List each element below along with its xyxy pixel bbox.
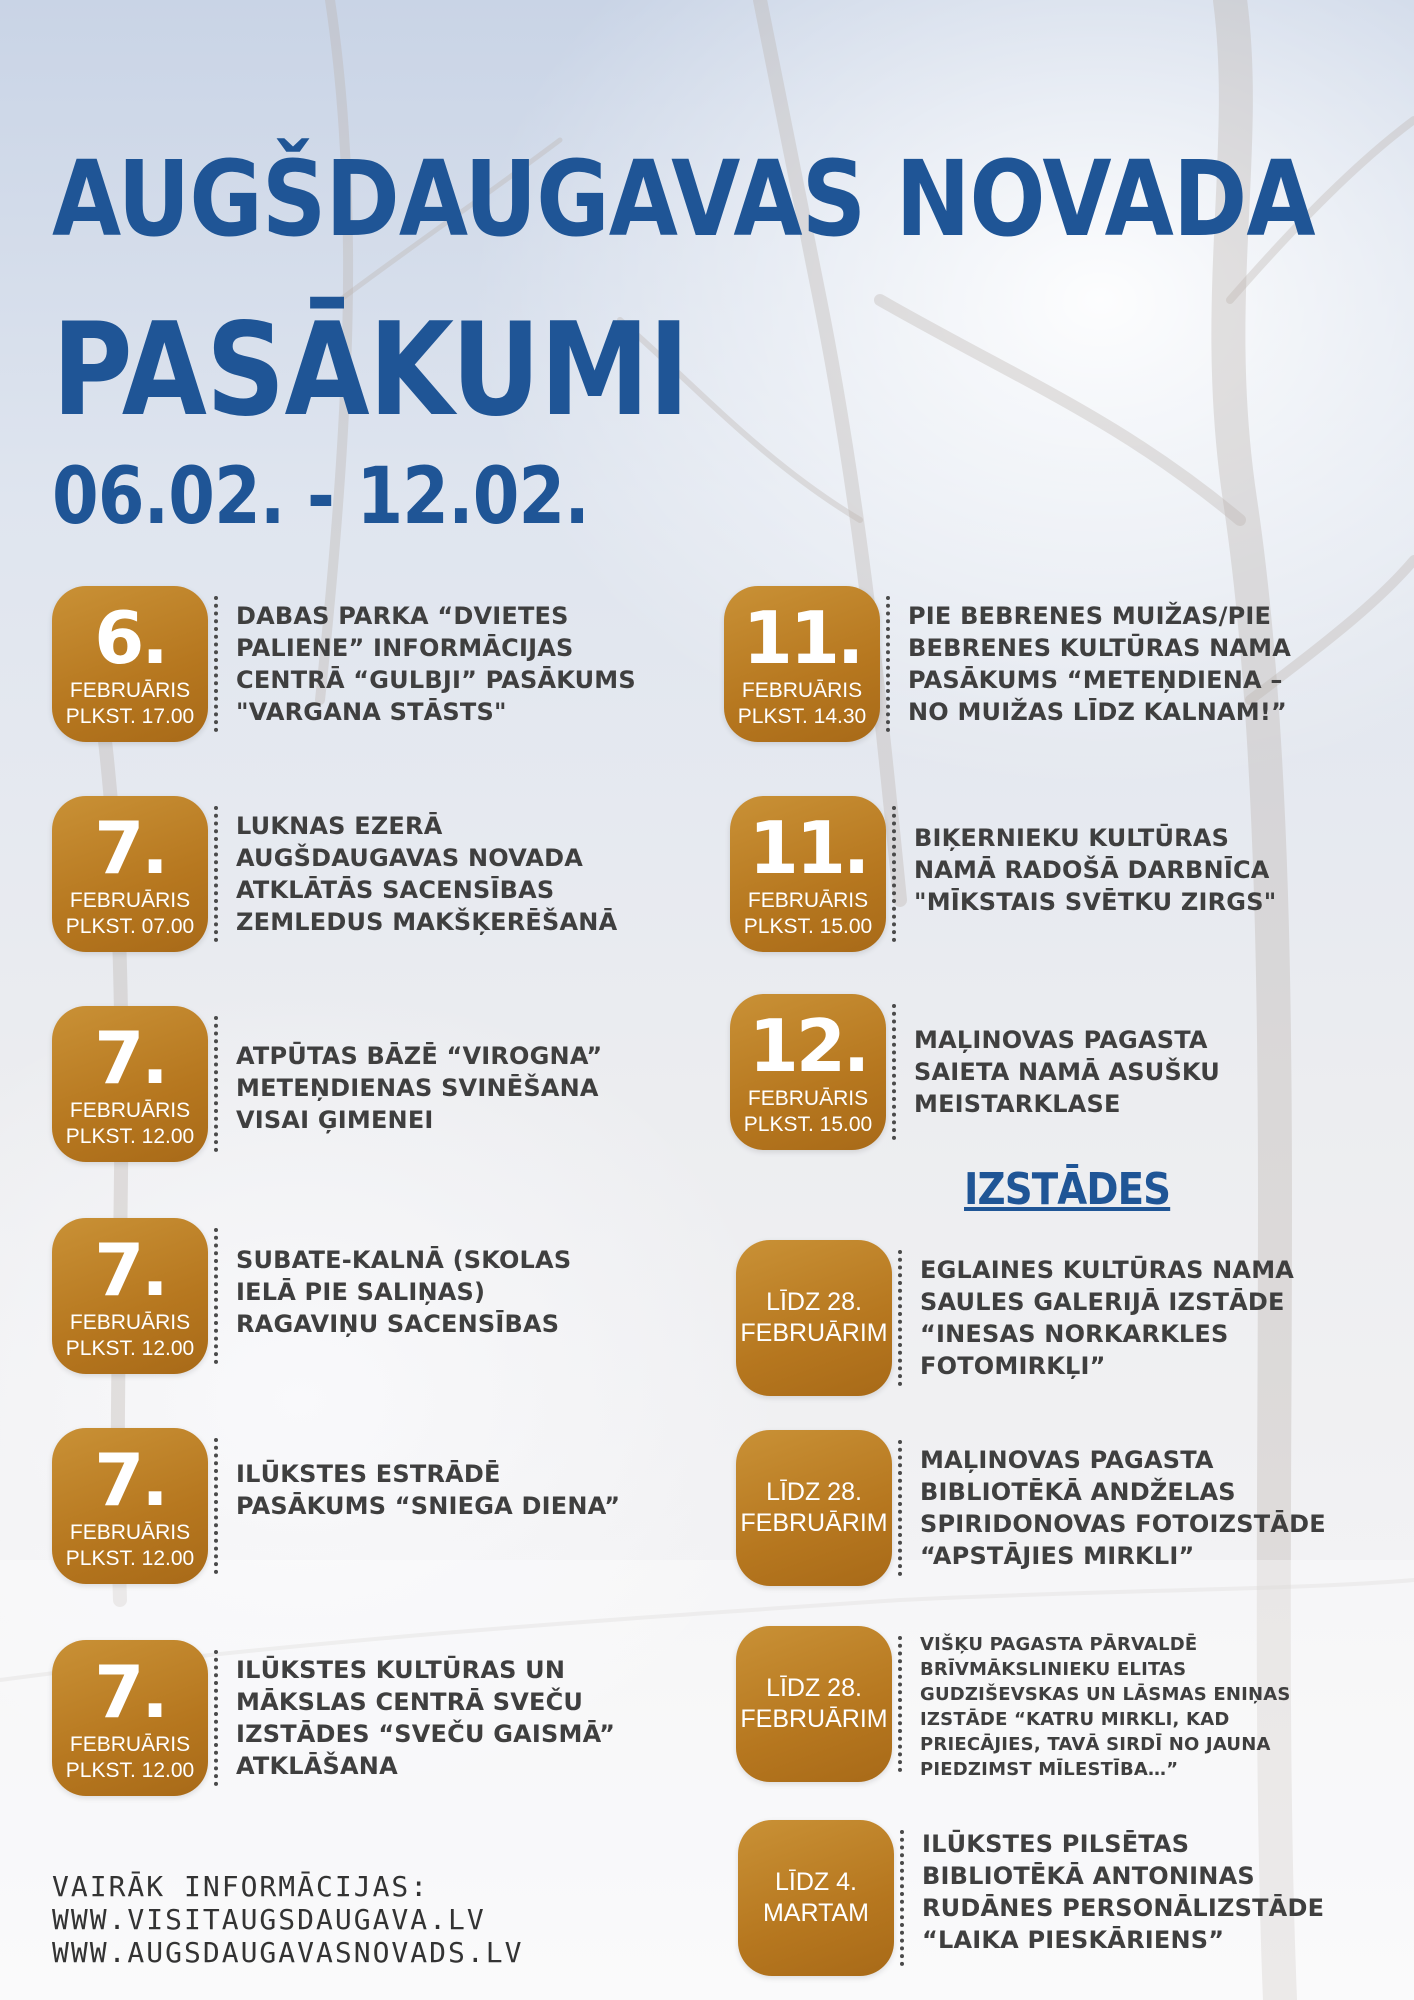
event-time: PLKST. 07.00	[65, 915, 195, 938]
date-badge	[52, 1218, 208, 1374]
exhibition-description: MAĻINOVAS PAGASTA BIBLIOTĒKĀ ANDŽELAS SPIRIDONOVAS FOTOIZSTĀDE “APSTĀJIES MIRKLI”	[920, 1446, 1326, 1570]
event-item	[52, 1218, 636, 1374]
event-item	[52, 1006, 636, 1162]
exhibition-month: FEBRUĀRIM	[740, 1509, 888, 1537]
event-description: SUBATE-KALNĀ (SKOLAS IELĀ PIE SALIŅAS) RAGAVIŅU SACENSĪBAS	[236, 1246, 572, 1338]
date-badge	[52, 586, 208, 742]
event-description: LUKNAS EZERĀ AUGŠDAUGAVAS NOVADA ATKLĀTĀS SACENSĪBAS ZEMLEDUS MAKŠĶERĒŠANĀ	[236, 812, 618, 936]
event-day: 7.	[94, 1650, 166, 1734]
event-item	[730, 796, 1314, 952]
footer-label: VAIRĀK INFORMĀCIJAS:	[52, 1870, 430, 1903]
event-time: PLKST. 14.30	[737, 705, 867, 728]
event-month: FEBRUĀRIS	[747, 1087, 869, 1110]
dotted-divider	[900, 1830, 908, 1966]
footer-info	[52, 1870, 523, 1969]
event-month: FEBRUĀRIS	[741, 679, 863, 702]
event-month: FEBRUĀRIS	[69, 679, 191, 702]
dotted-divider	[892, 806, 900, 942]
date-badge	[724, 586, 880, 742]
event-month: FEBRUĀRIS	[69, 1099, 191, 1122]
page-title-line2: PASĀKUMI	[52, 296, 689, 445]
dotted-divider	[892, 1004, 900, 1140]
exhibition-item	[736, 1430, 1350, 1586]
event-description: BIĶERNIEKU KULTŪRAS NAMĀ RADOŠĀ DARBNĪCA "MĪKSTAIS SVĒTKU ZIRGS"	[914, 824, 1277, 916]
exhibition-until: LĪDZ 4.	[775, 1868, 857, 1896]
event-time: PLKST. 15.00	[743, 915, 873, 938]
event-day: 12.	[748, 1004, 868, 1088]
event-time: PLKST. 17.00	[65, 705, 195, 728]
exhibition-item	[738, 1820, 1332, 1976]
exhibitions-heading: IZSTĀDES	[964, 1164, 1171, 1215]
event-item	[730, 994, 1254, 1150]
event-description: ATPŪTAS BĀZĒ “VIROGNA” METEŅDIENAS SVINĒŠANA VISAI ĢIMENEI	[236, 1042, 603, 1134]
dotted-divider	[214, 1016, 222, 1152]
exhibition-month: FEBRUĀRIM	[740, 1319, 888, 1347]
dotted-divider	[898, 1636, 906, 1772]
dotted-divider	[214, 1438, 222, 1574]
event-day: 7.	[94, 1438, 166, 1522]
event-description: MAĻINOVAS PAGASTA SAIETA NAMĀ ASUŠKU MEISTARKLASE	[914, 1026, 1220, 1118]
event-item	[52, 1640, 636, 1796]
event-month: FEBRUĀRIS	[69, 1311, 191, 1334]
exhibition-until: LĪDZ 28.	[766, 1288, 862, 1316]
date-badge	[738, 1820, 894, 1976]
event-time: PLKST. 15.00	[743, 1113, 873, 1136]
dotted-divider	[214, 806, 222, 942]
event-time: PLKST. 12.00	[65, 1547, 195, 1570]
exhibition-description: ILŪKSTES PILSĒTAS BIBLIOTĒKĀ ANTONINAS RUDĀNES PERSONĀLIZSTĀDE “LAIKA PIESKĀRIENS”	[922, 1830, 1325, 1954]
date-badge	[736, 1240, 892, 1396]
event-day: 11.	[748, 806, 868, 890]
event-item	[724, 586, 1328, 742]
dotted-divider	[214, 596, 222, 732]
exhibition-until: LĪDZ 28.	[766, 1674, 862, 1702]
event-time: PLKST. 12.00	[65, 1125, 195, 1148]
date-badge	[730, 994, 886, 1150]
event-day: 11.	[742, 596, 862, 680]
event-description: ILŪKSTES KULTŪRAS UN MĀKSLAS CENTRĀ SVEČU IZSTĀDES “SVEČU GAISMĀ” ATKLĀŠANA	[236, 1656, 616, 1780]
page-title-line1: AUGŠDAUGAVAS NOVADA	[52, 138, 1315, 260]
event-month: FEBRUĀRIS	[69, 889, 191, 912]
date-badge	[52, 796, 208, 952]
event-time: PLKST. 12.00	[65, 1759, 195, 1782]
exhibition-until: LĪDZ 28.	[766, 1478, 862, 1506]
event-description: ILŪKSTES ESTRĀDĒ PASĀKUMS “SNIEGA DIENA”	[236, 1460, 621, 1520]
event-month: FEBRUĀRIS	[69, 1521, 191, 1544]
event-item	[52, 1428, 636, 1584]
event-item	[52, 796, 636, 952]
date-badge	[736, 1626, 892, 1782]
event-day: 6.	[94, 596, 166, 680]
event-description: DABAS PARKA “DVIETES PALIENE” INFORMĀCIJAS CENTRĀ “GULBJI” PASĀKUMS "VARGANA STĀSTS"	[236, 602, 636, 726]
event-month: FEBRUĀRIS	[747, 889, 869, 912]
dotted-divider	[214, 1650, 222, 1786]
exhibition-month: FEBRUĀRIM	[740, 1705, 888, 1733]
dotted-divider	[886, 596, 894, 732]
event-item	[52, 586, 636, 742]
event-day: 7.	[94, 1016, 166, 1100]
exhibition-item	[736, 1240, 1320, 1396]
exhibition-month: MARTAM	[762, 1899, 870, 1927]
dotted-divider	[214, 1228, 222, 1364]
exhibition-item	[736, 1626, 1320, 1782]
exhibition-description: VIŠĶU PAGASTA PĀRVALDĒ BRĪVMĀKSLINIEKU ELITAS GUDZIŠEVSKAS UN LĀSMAS ENIŅAS IZSTĀDE “KATRU MIRKLI, KAD PRIECĀJIES, TAVĀ SIRDĪ NO JAUNA PIEDZIMST MĪLESTĪBA…”	[920, 1634, 1291, 1780]
website-link[interactable]: WWW.AUGSDAUGAVASNOVADS.LV	[52, 1936, 524, 1969]
date-badge	[730, 796, 886, 952]
date-badge	[52, 1006, 208, 1162]
date-badge	[52, 1640, 208, 1796]
event-day: 7.	[94, 806, 166, 890]
event-description: PIE BEBRENES MUIŽAS/PIE BEBRENES KULTŪRAS NAMA PASĀKUMS “METEŅDIENA – NO MUIŽAS LĪDZ KALNAM!”	[908, 602, 1292, 726]
event-time: PLKST. 12.00	[65, 1337, 195, 1360]
dotted-divider	[898, 1440, 906, 1576]
dotted-divider	[898, 1250, 906, 1386]
website-link[interactable]: WWW.VISITAUGSDAUGAVA.LV	[52, 1903, 486, 1936]
date-badge	[736, 1430, 892, 1586]
date-badge	[52, 1428, 208, 1584]
event-month: FEBRUĀRIS	[69, 1733, 191, 1756]
event-day: 7.	[94, 1228, 166, 1312]
date-range: 06.02. - 12.02.	[52, 452, 589, 542]
exhibition-description: EGLAINES KULTŪRAS NAMA SAULES GALERIJĀ IZSTĀDE “INESAS NORKARKLES FOTOMIRKĻI”	[920, 1256, 1295, 1380]
